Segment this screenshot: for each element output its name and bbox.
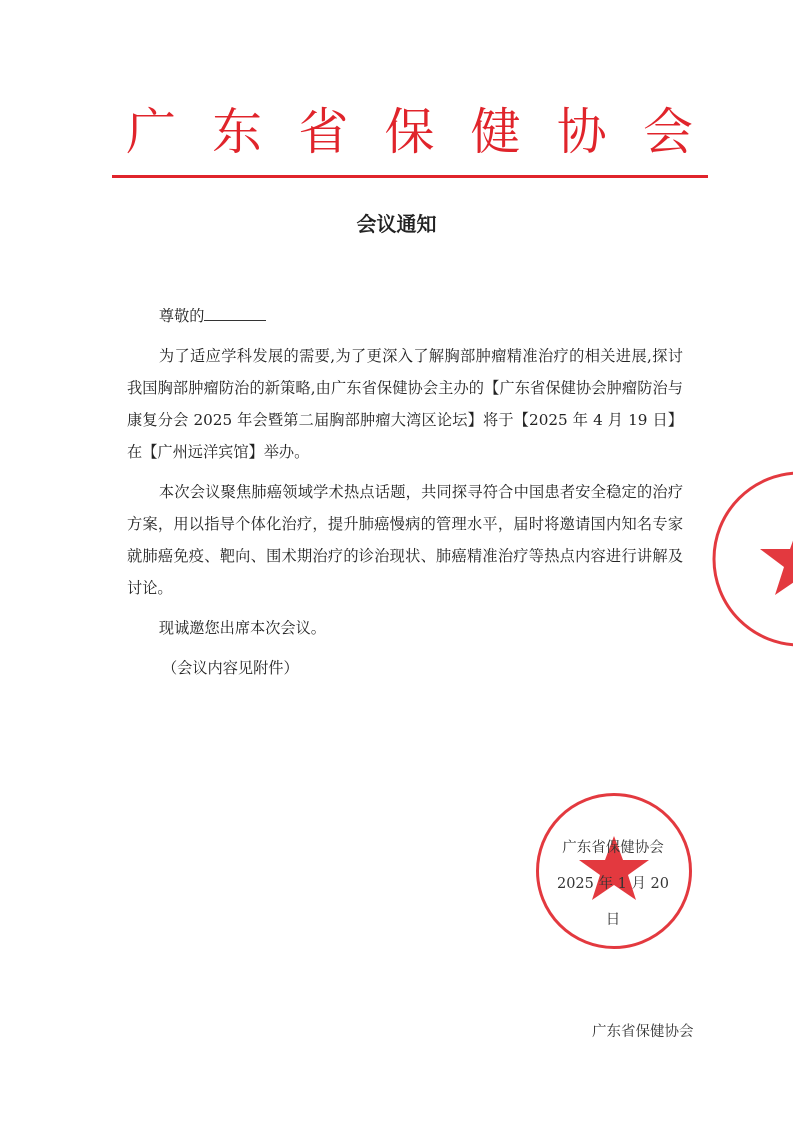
seal-star-icon xyxy=(760,521,793,595)
letterhead-divider xyxy=(112,175,708,178)
org-char: 省 xyxy=(298,103,349,161)
signature-block xyxy=(548,830,678,938)
salutation-text: 尊敬的 xyxy=(158,307,205,325)
paragraph: 为了适应学科发展的需要,为了更深入了解胸部肿瘤精准治疗的相关进展,探讨我国胸部肿瘤防治的新策略,由广东省保健协会主办的【广东省保健协会肿瘤防治与康复分会 2025 年会暨第二届胸部肿瘤大湾区论坛】将于【2025 年 4 月 19 日】在【广州远洋宾馆】举办。 xyxy=(127,347,683,461)
document-title: 会议通知 xyxy=(356,212,437,236)
org-char: 东 xyxy=(212,103,263,161)
org-char: 广 xyxy=(126,103,176,161)
letter-body xyxy=(127,300,683,692)
paragraph: 本次会议聚焦肺癌领域学术热点话题，共同探寻符合中国患者安全稳定的治疗方案，用以指导个体化治疗，提升肺癌慢病的管理水平，届时将邀请国内知名专家就肺癌免疫、靶向、围术期治疗的诊治现状、肺癌精准治疗等热点内容进行讲解及讨论。 xyxy=(127,483,683,597)
signature-org: 广东省保健协会 xyxy=(562,840,664,856)
org-char: 会 xyxy=(642,103,693,161)
letterhead-org-name xyxy=(112,92,707,164)
signature-date: 2025 年 1 月 20 日 xyxy=(556,876,669,928)
org-char: 保 xyxy=(384,103,435,161)
org-char: 健 xyxy=(470,103,521,161)
salutation xyxy=(127,300,683,332)
paragraph: 现诚邀您出席本次会议。 xyxy=(158,619,326,637)
official-seal-partial xyxy=(712,470,793,648)
name-blank-line xyxy=(204,305,266,321)
org-char: 协 xyxy=(556,103,607,161)
attachment-note: （会议内容见附件） xyxy=(161,659,299,677)
footer-org: 广东省保健协会 xyxy=(592,1024,694,1040)
